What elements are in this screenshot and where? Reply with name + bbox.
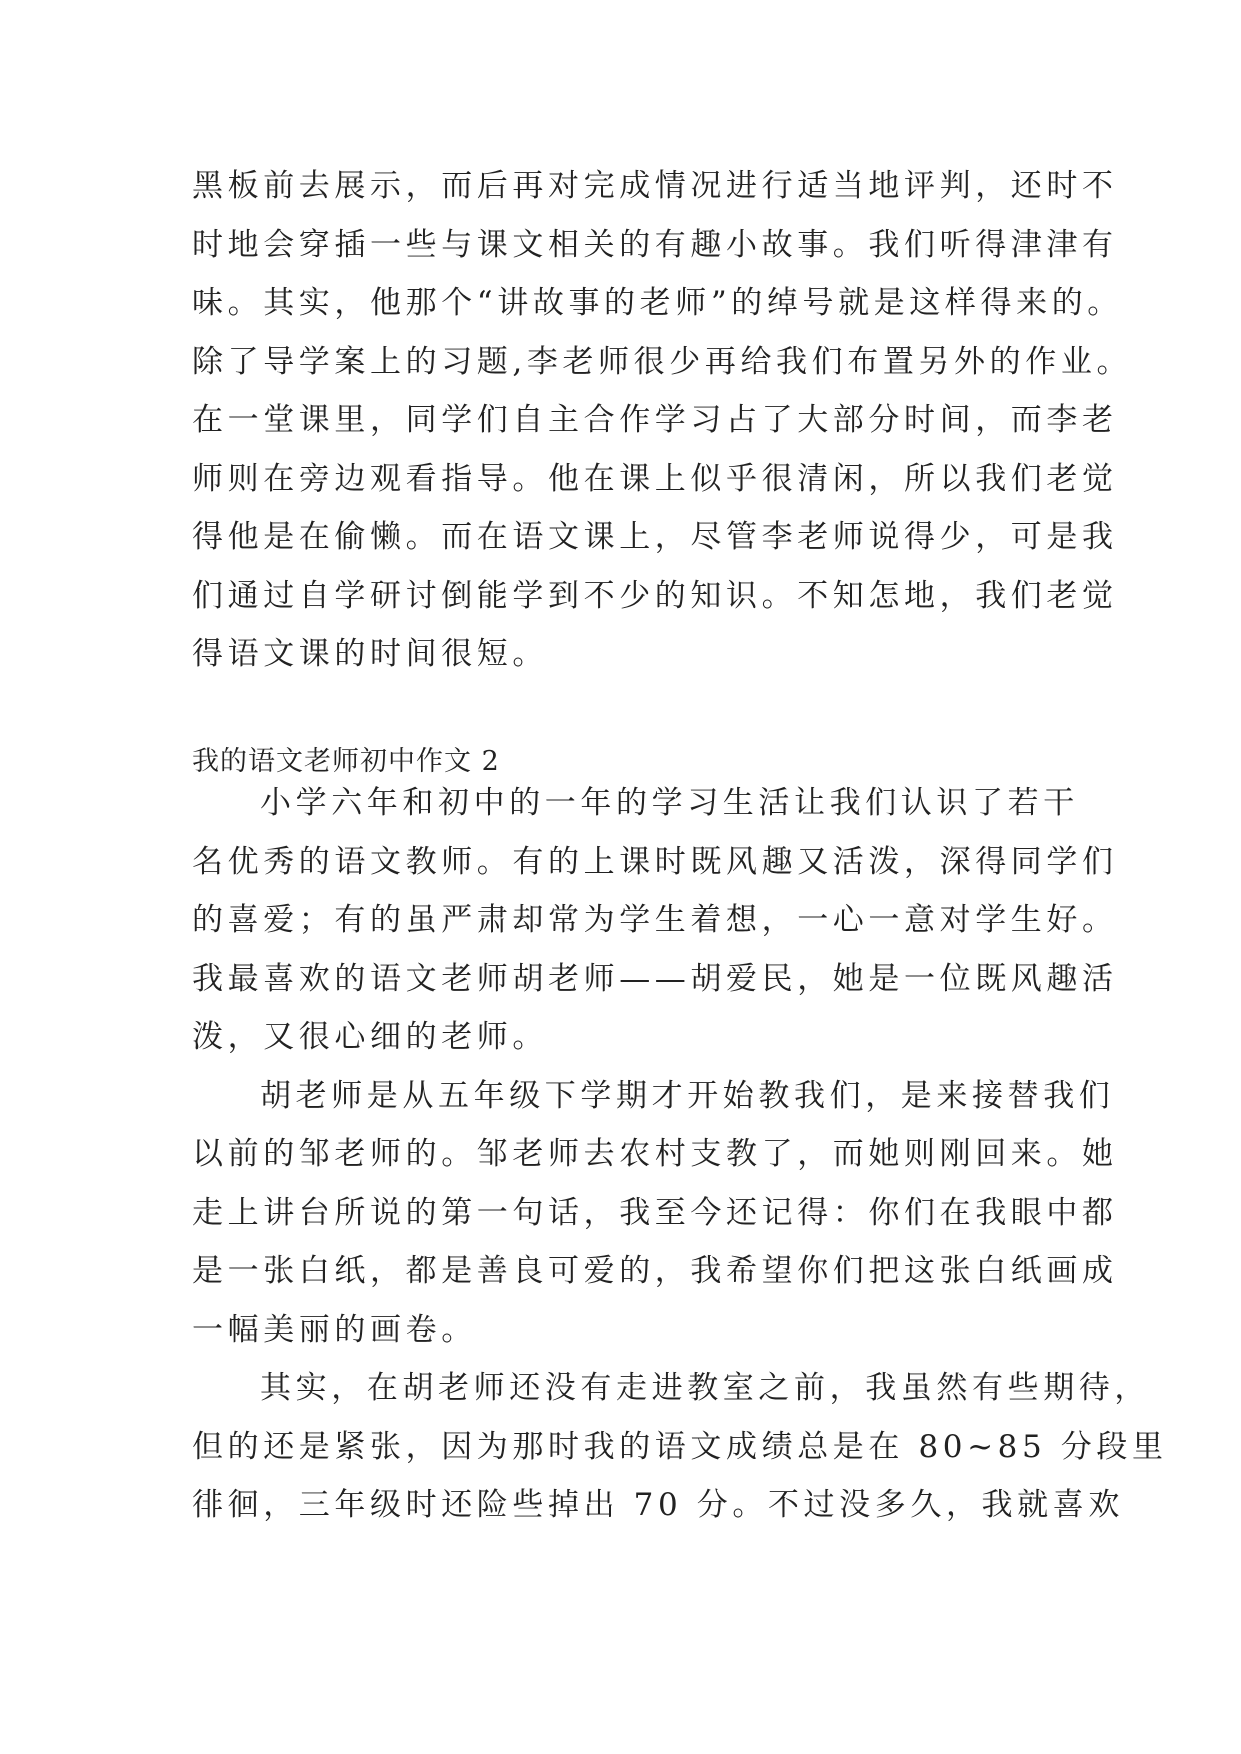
text-line: 泼，又很心细的老师。 xyxy=(192,1019,548,1055)
text-line: 一幅美丽的画卷。 xyxy=(192,1311,477,1348)
text-line: 在一堂课里，同学们自主合作学习占了大部分时间，而李老 xyxy=(192,402,1118,438)
paragraph-first-line: 胡老师是从五年级下学期才开始教我们，是来接替我们 xyxy=(260,1077,1115,1114)
text-line: 师则在旁边观看指导。他在课上似乎很清闲，所以我们老觉 xyxy=(192,460,1118,497)
text-line: 走上讲台所说的第一句话，我至今还记得：你们在我眼中都 xyxy=(192,1194,1118,1231)
text-line: 我最喜欢的语文老师胡老师——胡爱民，她是一位既风趣活 xyxy=(192,960,1118,997)
essay-body xyxy=(192,774,1168,1535)
text-line: 是一张白纸，都是善良可爱的，我希望你们把这张白纸画成 xyxy=(192,1253,1118,1289)
paragraph-first-line: 小学六年和初中的一年的学习生活让我们认识了若干 xyxy=(260,785,1079,821)
paragraph-first-line: 其实，在胡老师还没有走进教室之前，我虽然有些期待， xyxy=(260,1370,1150,1406)
text-line: 黑板前去展示，而后再对完成情况进行适当地评判，还时不 xyxy=(192,168,1118,204)
section-title: 我的语文老师初中作文 2 xyxy=(192,746,500,777)
text-line: 得语文课的时间很短。 xyxy=(192,636,548,672)
continuation-paragraph xyxy=(192,157,1133,684)
text-line: 除了导学案上的习题,李老师很少再给我们布置另外的作业。 xyxy=(192,343,1133,380)
text-line: 名优秀的语文教师。有的上课时既风趣又活泼，深得同学们 xyxy=(192,843,1118,880)
text-line: 们通过自学研讨倒能学到不少的知识。不知怎地，我们老觉 xyxy=(192,577,1118,614)
text-line: 以前的邹老师的。邹老师去农村支教了，而她则刚回来。她 xyxy=(192,1136,1118,1172)
text-line: 时地会穿插一些与课文相关的有趣小故事。我们听得津津有 xyxy=(192,226,1118,263)
text-line: 的喜爱；有的虽严肃却常为学生着想，一心一意对学生好。 xyxy=(192,902,1118,938)
text-line: 徘徊，三年级时还险些掉出 70 分。不过没多久，我就喜欢 xyxy=(192,1487,1124,1523)
text-line: 但的还是紧张，因为那时我的语文成绩总是在 80~85 分段里 xyxy=(192,1428,1168,1465)
text-line: 得他是在偷懒。而在语文课上，尽管李老师说得少，可是我 xyxy=(192,519,1118,555)
text-line: 味。其实，他那个“讲故事的老师”的绰号就是这样得来的。 xyxy=(192,285,1123,321)
